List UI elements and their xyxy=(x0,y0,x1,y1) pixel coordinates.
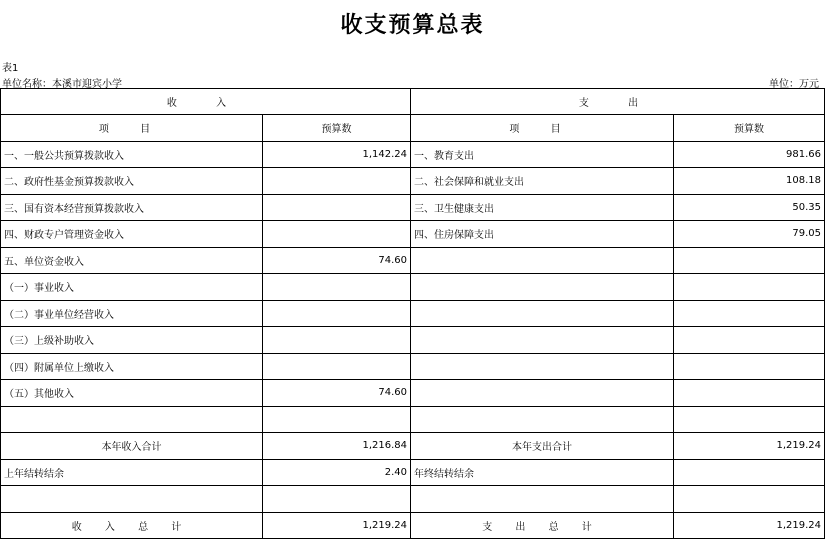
row-3 xyxy=(1,194,825,221)
expense-item xyxy=(411,274,674,301)
income-value xyxy=(263,168,411,195)
expense-value: 50.35 xyxy=(674,194,825,221)
year-income-total-value: 1,216.84 xyxy=(263,433,411,460)
expense-value xyxy=(674,380,825,407)
income-item: 三、国有资本经营预算拨款收入 xyxy=(1,194,263,221)
income-item-header: 项 目 xyxy=(1,115,263,142)
prior-year-carry-label: 上年结转结余 xyxy=(1,459,263,486)
carry-over-row xyxy=(1,459,825,486)
year-expense-total-label: 本年支出合计 xyxy=(411,433,674,460)
expense-budget-header: 预算数 xyxy=(674,115,825,142)
year-end-carry-value xyxy=(674,459,825,486)
income-item xyxy=(1,406,263,433)
row-2 xyxy=(1,168,825,195)
income-value xyxy=(263,300,411,327)
expense-item: 三、卫生健康支出 xyxy=(411,194,674,221)
income-grand-total-value: 1,219.24 xyxy=(263,512,411,539)
expense-section-header: 支 出 xyxy=(411,89,825,115)
row-5 xyxy=(1,247,825,274)
row-1 xyxy=(1,141,825,168)
income-item: 四、财政专户管理资金收入 xyxy=(1,221,263,248)
expense-item: 一、教育支出 xyxy=(411,141,674,168)
row-6 xyxy=(1,274,825,301)
income-value: 1,142.24 xyxy=(263,141,411,168)
row-8 xyxy=(1,327,825,354)
row-10 xyxy=(1,380,825,407)
expense-item-header: 项 目 xyxy=(411,115,674,142)
year-income-total-label: 本年收入合计 xyxy=(1,433,263,460)
expense-item xyxy=(411,380,674,407)
expense-value: 108.18 xyxy=(674,168,825,195)
grand-total-row xyxy=(1,512,825,539)
expense-value: 981.66 xyxy=(674,141,825,168)
section-header-row xyxy=(1,89,825,115)
income-value xyxy=(263,194,411,221)
currency-unit: 单位：万元 xyxy=(769,79,819,90)
income-item: 一、一般公共预算拨款收入 xyxy=(1,141,263,168)
page-title: 收支预算总表 xyxy=(340,12,485,38)
income-value xyxy=(263,406,411,433)
expense-value: 79.05 xyxy=(674,221,825,248)
expense-value xyxy=(674,353,825,380)
expense-value xyxy=(674,406,825,433)
income-item: （五）其他收入 xyxy=(1,380,263,407)
row-4 xyxy=(1,221,825,248)
income-value: 74.60 xyxy=(263,380,411,407)
row-11 xyxy=(1,406,825,433)
expense-value xyxy=(674,274,825,301)
expense-item xyxy=(411,327,674,354)
expense-item xyxy=(411,300,674,327)
income-item: 五、单位资金收入 xyxy=(1,247,263,274)
prior-year-carry-value: 2.40 xyxy=(263,459,411,486)
unit-name: 单位名称：本溪市迎宾小学 xyxy=(2,79,122,90)
expense-item: 二、社会保障和就业支出 xyxy=(411,168,674,195)
expense-item: 四、住房保障支出 xyxy=(411,221,674,248)
income-item: （四）附属单位上缴收入 xyxy=(1,353,263,380)
blank-row xyxy=(1,486,825,513)
budget-table xyxy=(0,88,825,539)
year-total-row xyxy=(1,433,825,460)
expense-item xyxy=(411,353,674,380)
income-value xyxy=(263,274,411,301)
year-expense-total-value: 1,219.24 xyxy=(674,433,825,460)
income-item: （三）上级补助收入 xyxy=(1,327,263,354)
expense-item xyxy=(411,247,674,274)
row-9 xyxy=(1,353,825,380)
year-end-carry-label: 年终结转结余 xyxy=(411,459,674,486)
row-7 xyxy=(1,300,825,327)
income-item: （二）事业单位经营收入 xyxy=(1,300,263,327)
income-section-header: 收 入 xyxy=(1,89,411,115)
expense-item xyxy=(411,406,674,433)
income-value xyxy=(263,327,411,354)
blank-cell xyxy=(263,486,411,513)
column-header-row xyxy=(1,115,825,142)
income-budget-header: 预算数 xyxy=(263,115,411,142)
income-value xyxy=(263,221,411,248)
income-value xyxy=(263,353,411,380)
expense-value xyxy=(674,247,825,274)
expense-value xyxy=(674,327,825,354)
income-grand-total-label: 收 入 总 计 xyxy=(1,512,263,539)
blank-cell xyxy=(674,486,825,513)
income-value: 74.60 xyxy=(263,247,411,274)
blank-cell xyxy=(1,486,263,513)
expense-grand-total-value: 1,219.24 xyxy=(674,512,825,539)
expense-value xyxy=(674,300,825,327)
expense-grand-total-label: 支 出 总 计 xyxy=(411,512,674,539)
table-number: 表1 xyxy=(2,63,19,74)
income-item: 二、政府性基金预算拨款收入 xyxy=(1,168,263,195)
income-item: （一）事业收入 xyxy=(1,274,263,301)
blank-cell xyxy=(411,486,674,513)
